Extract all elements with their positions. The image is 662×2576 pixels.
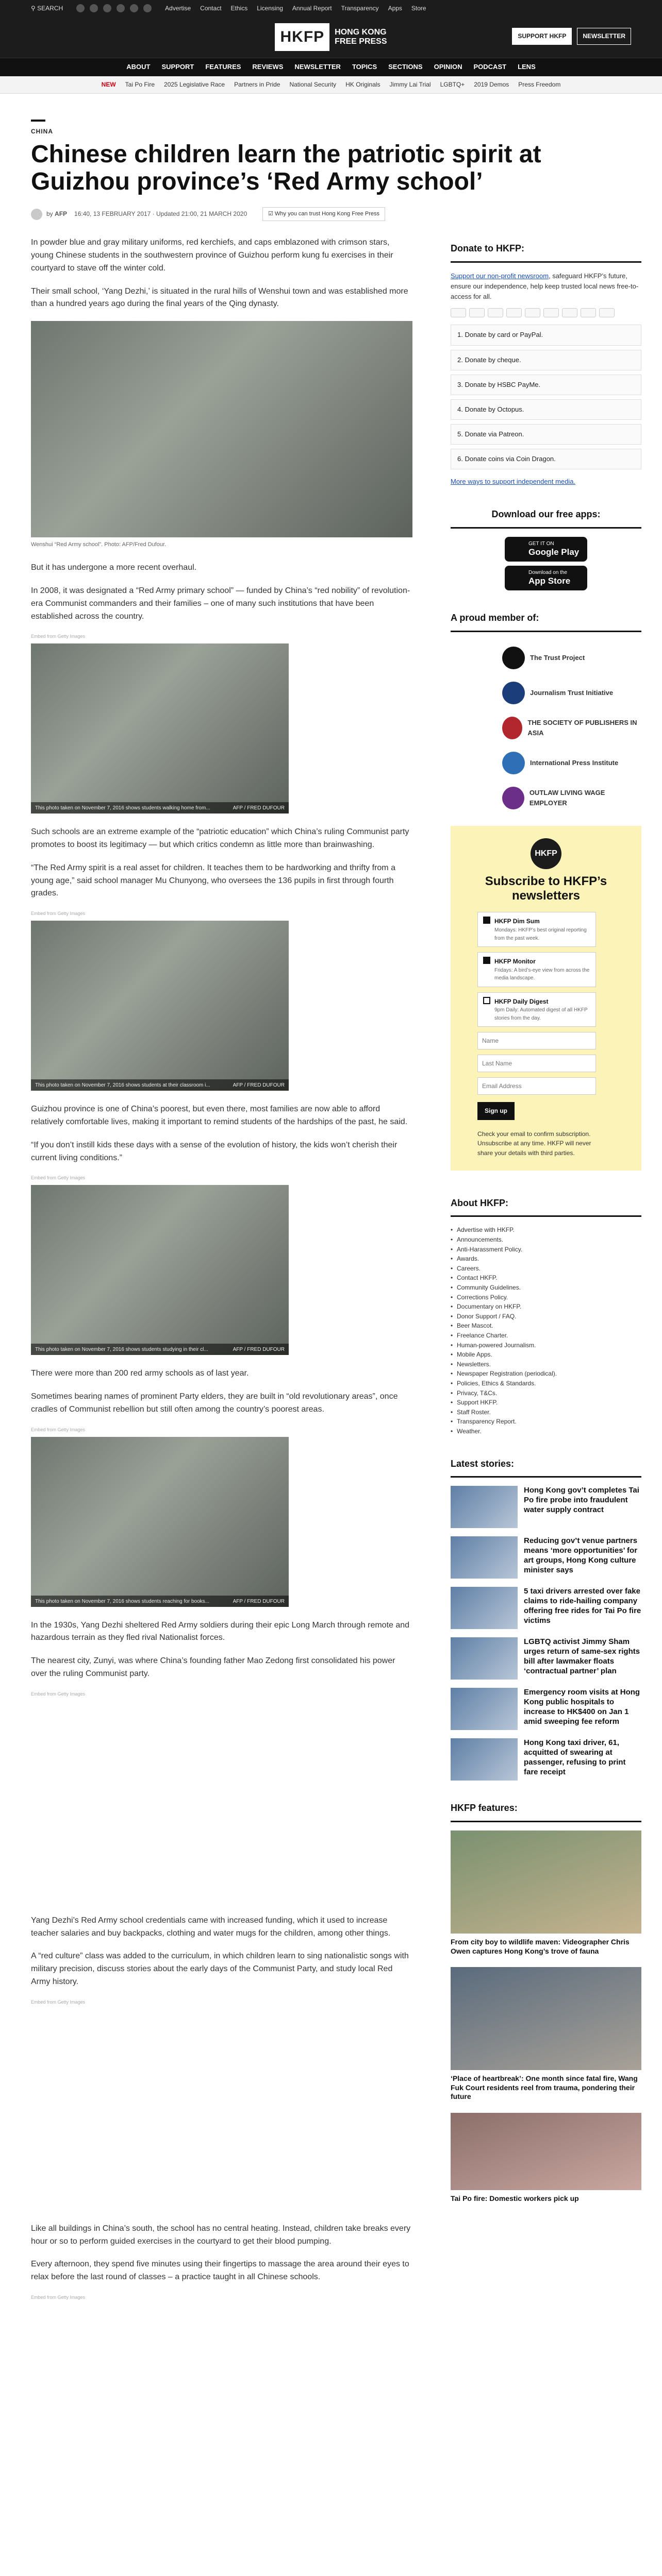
paragraph: “The Red Army spirit is a real asset for children. It teaches them to be hardworking and thrifty from a young age,” said school manager Mu Chunyong, who oversees the 136 pupils in first through fourth grades. — [31, 863, 395, 898]
linkedin-icon[interactable] — [130, 4, 138, 12]
apps-title: Download our free apps: — [451, 502, 641, 529]
twitter-icon[interactable] — [76, 4, 85, 12]
amex-icon — [488, 308, 503, 317]
getty-embed-photo[interactable] — [31, 1185, 289, 1355]
embed-caption: This photo taken on November 7, 2016 shows students at their classroom i... — [35, 1082, 210, 1089]
embed-credit-afp: AFP / FRED DUFOUR — [233, 1598, 285, 1604]
embed-caption-bar — [31, 1079, 289, 1091]
util-link-ethics[interactable]: Ethics — [230, 4, 248, 12]
paragraph: Every afternoon, they spend five minutes using their fingertips to massage the area around their eyes to relax before the last round of classes – a practice taught in all Chinese schools. — [31, 2260, 409, 2282]
gp-small: GET IT ON — [528, 541, 554, 547]
cheque-icon — [525, 308, 540, 317]
util-link-annual-report[interactable]: Annual Report — [292, 4, 332, 12]
story-thumbnail — [451, 1587, 518, 1629]
masthead-buttons — [512, 28, 631, 45]
last-name-input[interactable] — [477, 1055, 596, 1072]
getty-embed-photo[interactable] — [31, 643, 289, 814]
search-label: SEARCH — [37, 4, 63, 12]
paragraph: Yang Dezhi’s Red Army school credentials came with increased funding, which it used to increase teacher salaries and buy backpacks, clothing and water mugs for the children, among other things. — [31, 1916, 391, 1938]
about-link[interactable]: • Weather. — [451, 1427, 641, 1436]
subnav-item[interactable]: 2025 Legislative Race — [164, 81, 225, 89]
photo-caption: Wenshui “Red Army school”. Photo: AFP/Fred Dufour. — [31, 541, 167, 548]
checkbox-unchecked[interactable] — [483, 997, 490, 1004]
paragraph: Sometimes bearing names of prominent Party elders, they are built in “old revolutionary areas”, once cradles of Communist rebellion but still often among the country’s poorest areas. — [31, 1392, 398, 1414]
subnav-item[interactable]: Press Freedom — [518, 81, 561, 89]
octopus-icon — [562, 308, 577, 317]
about-link[interactable]: • Newspaper Registration (periodical). — [451, 1369, 641, 1379]
embed-caption: This photo taken on November 7, 2016 shows students studying in their cl... — [35, 1347, 208, 1353]
as-small: Download on the — [528, 570, 568, 576]
nav-about[interactable]: ABOUT — [126, 63, 151, 71]
about-link[interactable]: • Donor Support / FAQ. — [451, 1312, 641, 1321]
sidebar — [451, 236, 641, 2304]
nav-features[interactable]: FEATURES — [205, 63, 241, 71]
latest-story[interactable] — [451, 1637, 641, 1680]
embed-credit-afp: AFP / FRED DUFOUR — [233, 1082, 285, 1089]
story-thumbnail — [451, 1486, 518, 1528]
feature-image[interactable] — [451, 1831, 641, 1934]
subnav-item[interactable]: 2019 Demos — [474, 81, 509, 89]
about-link[interactable]: • Support HKFP. — [451, 1398, 641, 1408]
newsletter-option-monitor[interactable] — [477, 952, 596, 987]
subnav-item[interactable]: LGBTQ+ — [440, 81, 465, 89]
trust-link[interactable]: ☑ Why you can trust Hong Kong Free Press — [262, 207, 385, 221]
donate-option[interactable]: 6. Donate coins via Coin Dragon. — [451, 449, 641, 469]
about-link[interactable]: • Announcements. — [451, 1235, 641, 1245]
logo-line-1: HONG KONG — [335, 28, 387, 37]
about-link[interactable]: • Freelance Charter. — [451, 1331, 641, 1341]
signup-button[interactable]: Sign up — [477, 1102, 515, 1120]
email-input[interactable] — [477, 1077, 596, 1095]
embed-credit: Embed from Getty Images — [31, 1999, 86, 2005]
util-link-advertise[interactable]: Advertise — [165, 4, 191, 12]
paragraph: In the 1930s, Yang Dezhi sheltered Red Army soldiers during their epic Long March through remote and hazardous terrain as they fled rival Nationalist forces. — [31, 1620, 410, 1642]
about-link[interactable]: • Careers. — [451, 1264, 641, 1274]
ipi-icon — [502, 752, 525, 774]
article-title: Chinese children learn the patriotic spirit at Guizhou province’s ‘Red Army school’ — [31, 140, 541, 196]
donate-title: Donate to HKFP: — [451, 236, 641, 263]
story-title[interactable]: Emergency room visits at Hong Kong public hospitals to increase to HK$400 on Jan 1 amid sweeping fee reform — [524, 1688, 640, 1726]
paragraph: A “red culture” class was added to the curriculum, in which children learn to sing nationalistic songs with military precision, discuss stories about the early days of the Communist Party, and study local Red Army history. — [31, 1952, 409, 1986]
newsletter-desc: 9pm Daily: Automated digest of all HKFP stories from the day. — [494, 1007, 588, 1021]
subnav-item[interactable]: Jimmy Lai Trial — [389, 81, 431, 89]
subnav-item[interactable]: National Security — [289, 81, 337, 89]
youtube-icon[interactable] — [117, 4, 125, 12]
subnav-item[interactable]: HK Originals — [345, 81, 380, 89]
newsletter-signup-box — [451, 826, 641, 1170]
story-thumbnail — [451, 1536, 518, 1579]
member-title: A proud member of: — [451, 606, 641, 632]
google-play-badge[interactable] — [505, 537, 587, 562]
nav-support[interactable]: SUPPORT — [161, 63, 194, 71]
about-link[interactable]: • Contact HKFP. — [451, 1273, 641, 1283]
donate-widget — [451, 236, 641, 487]
payment-icons — [451, 308, 641, 317]
member-label: Journalism Trust Initiative — [530, 689, 614, 697]
main-nav — [0, 58, 662, 76]
story-title[interactable]: LGBTQ activist Jimmy Sham urges return of same-sex rights bill after lawmaker floats ‘contractual partner’ plan — [524, 1637, 640, 1675]
more-ways-link[interactable]: More ways to support independent media. — [451, 478, 576, 486]
latest-title: Latest stories: — [451, 1452, 641, 1478]
article-dates: 16:40, 13 FEBRUARY 2017 · Updated 21:00, 21 MARCH 2020 — [74, 210, 247, 218]
gp-label: Google Play — [528, 547, 580, 557]
about-link[interactable]: • Awards. — [451, 1254, 641, 1264]
patreon-icon — [581, 308, 596, 317]
nav-topics[interactable]: TOPICS — [352, 63, 377, 71]
subnav-item[interactable]: Tai Po Fire — [125, 81, 155, 89]
donate-intro — [451, 271, 641, 302]
trust-project-icon — [502, 647, 525, 669]
payme-icon — [543, 308, 559, 317]
name-input[interactable] — [477, 1032, 596, 1049]
story-title[interactable]: Reducing gov’t venue partners means ‘more opportunities’ for art groups, Hong Kong culture minister says — [524, 1536, 638, 1574]
embed-caption-bar — [31, 802, 289, 814]
as-label: App Store — [528, 576, 571, 586]
embed-credit: Embed from Getty Images — [31, 2294, 86, 2300]
newsletter-button[interactable]: NEWSLETTER — [577, 28, 631, 45]
about-link[interactable]: • Community Guidelines. — [451, 1283, 641, 1293]
getty-embed-photo[interactable] — [31, 921, 289, 1091]
instagram-icon[interactable] — [103, 4, 111, 12]
story-title[interactable]: Hong Kong gov’t completes Tai Po fire probe into fraudulent water supply contract — [524, 1486, 639, 1514]
util-link-licensing[interactable]: Licensing — [257, 4, 283, 12]
story-title[interactable]: Hong Kong taxi driver, 61, acquitted of swearing at passenger, refusing to print fare receipt — [524, 1738, 626, 1776]
newsletter-option-dim-sum[interactable] — [477, 912, 596, 947]
paragraph: Guizhou province is one of China’s poorest, but even there, most families are now able to afford relatively comfortable lives, making it important to remind students of the hardships of the past, he said. — [31, 1105, 408, 1127]
embed-caption-bar — [31, 1344, 289, 1355]
paragraph: Like all buildings in China’s south, the school has no central heating. Instead, children take breaks every hour or so to perform guided exercises in the courtyard to get their blood pumping. — [31, 2224, 411, 2246]
paragraph: But it has undergone a more recent overhaul. — [31, 563, 197, 572]
embed-credit: Embed from Getty Images — [31, 1691, 86, 1697]
paragraph: Such schools are an extreme example of the “patriotic education” which China’s ruling Communist party promotes to boost its legitimacy — but which critics condemn as little more than brainwashing. — [31, 827, 409, 850]
embed-credit: Embed from Getty Images — [31, 911, 86, 917]
nav-newsletter[interactable]: NEWSLETTER — [294, 63, 341, 71]
about-link[interactable]: • Beer Mascot. — [451, 1321, 641, 1331]
donate-option[interactable]: 4. Donate by Octopus. — [451, 399, 641, 420]
donate-option[interactable]: 1. Donate by card or PayPal. — [451, 325, 641, 345]
story-title[interactable]: 5 taxi drivers arrested over fake claims to ride-hailing company offering free rides for Tai Po fire victims — [524, 1587, 641, 1625]
embed-credit-afp: AFP / FRED DUFOUR — [233, 1347, 285, 1353]
new-badge: NEW — [101, 81, 116, 89]
main-photo — [31, 321, 412, 537]
author-link[interactable]: AFP — [55, 210, 68, 218]
social-icons — [76, 4, 152, 12]
paragraph: In powder blue and gray military uniforms, red kerchiefs, and caps emblazoned with crimson stars, young Chinese students in the southwestern province of Guizhou perform kung fu exercises in their courtyard to stave off the winter cold. — [31, 238, 393, 273]
sopa-icon — [502, 717, 522, 739]
telegram-icon[interactable] — [143, 4, 152, 12]
hkfp-round-logo: HKFP — [531, 838, 561, 869]
embed-caption: This photo taken on November 7, 2016 shows students reaching for books... — [35, 1598, 209, 1604]
author-avatar — [31, 209, 42, 220]
util-link-contact[interactable]: Contact — [200, 4, 222, 12]
kicker-bar — [31, 120, 45, 122]
byline — [31, 207, 631, 221]
paragraph: In 2008, it was designated a “Red Army primary school” — funded by China’s “red nobility” of revolution-era Communist commanders and their families – one of many such institutions that have been established across the country. — [31, 586, 410, 621]
latest-story[interactable] — [451, 1536, 641, 1579]
checkbox-checked[interactable] — [483, 917, 490, 924]
category-kicker[interactable]: CHINA — [31, 128, 53, 135]
about-link[interactable]: • Staff Roster. — [451, 1408, 641, 1417]
about-link[interactable]: • Corrections Policy. — [451, 1293, 641, 1302]
newsletter-desc: Mondays: HKFP’s best original reporting from the past week. — [494, 927, 587, 941]
donate-option[interactable]: 2. Donate by cheque. — [451, 350, 641, 370]
about-link[interactable]: • Documentary on HKFP. — [451, 1302, 641, 1312]
donate-text: , safeguard HKFP’s future, ensure our independence, help keep trusted local news free-to-access for all. — [451, 272, 639, 301]
getty-embed-photo[interactable] — [31, 1437, 289, 1607]
living-wage-icon — [502, 787, 524, 809]
member-label: OUTLAW LIVING WAGE EMPLOYER — [529, 789, 605, 807]
member-logo-jti[interactable] — [451, 675, 641, 710]
checkbox-checked[interactable] — [483, 957, 490, 964]
paragraph: There were more than 200 red army schools as of last year. — [31, 1369, 249, 1378]
nav-opinion[interactable]: OPINION — [434, 63, 462, 71]
newsletter-name: HKFP Monitor — [494, 958, 536, 965]
utility-bar — [0, 0, 662, 16]
article-body — [31, 236, 412, 2304]
facebook-icon[interactable] — [90, 4, 98, 12]
logo-text — [335, 28, 387, 46]
mastercard-icon — [451, 308, 466, 317]
subnav-item[interactable]: Partners in Pride — [234, 81, 280, 89]
story-thumbnail — [451, 1738, 518, 1781]
newsletter-name: HKFP Dim Sum — [494, 918, 540, 925]
coin-icon — [599, 308, 615, 317]
embed-credit: Embed from Getty Images — [31, 634, 86, 639]
feature-title[interactable]: From city boy to wildlife maven: Videographer Chris Owen captures Hong Kong’s trove of fauna — [451, 1938, 630, 1955]
about-list — [451, 1225, 641, 1436]
newsletter-fine-print: Check your email to confirm subscription. Unsubscribe at any time. HKFP will never share your details with third parties. — [477, 1130, 591, 1157]
util-link-transparency[interactable]: Transparency — [341, 4, 379, 12]
member-logo-trust-project[interactable] — [451, 640, 641, 675]
about-link[interactable]: • Human-powered Journalism. — [451, 1341, 641, 1350]
hkfp-logo[interactable]: HKFP — [275, 23, 329, 52]
about-link[interactable]: • Policies, Ethics & Standards. — [451, 1379, 641, 1388]
about-link[interactable]: • Anti-Harassment Policy. — [451, 1245, 641, 1255]
about-link[interactable]: • Newsletters. — [451, 1360, 641, 1369]
donate-option[interactable]: 5. Donate via Patreon. — [451, 424, 641, 445]
paypal-icon — [506, 308, 522, 317]
nav-podcast[interactable]: PODCAST — [473, 63, 507, 71]
support-hkfp-button[interactable]: SUPPORT HKFP — [512, 28, 572, 45]
article-header — [0, 94, 662, 221]
paragraph: The nearest city, Zunyi, was where China’s founding father Mao Zedong first consolidated his power over the ruling Communist party. — [31, 1656, 395, 1679]
util-link-apps[interactable]: Apps — [388, 4, 402, 12]
newsletter-name: HKFP Daily Digest — [494, 997, 549, 1005]
member-label: International Press Institute — [530, 759, 619, 767]
about-link[interactable]: • Mobile Apps. — [451, 1350, 641, 1360]
paragraph: Their small school, ‘Yang Dezhi,’ is situated in the rural hills of Wenshui town and was established more than a hundred years ago during the final years of the Qing dynasty. — [31, 286, 408, 309]
search-link[interactable]: ⚲ SEARCH — [31, 4, 63, 12]
member-logo-sopa[interactable] — [451, 710, 641, 745]
story-thumbnail — [451, 1637, 518, 1680]
paragraph: “If you don’t instill kids these days with a sense of the evolution of history, the kids won’t cherish their current living conditions.” — [31, 1140, 398, 1162]
latest-story[interactable] — [451, 1486, 641, 1528]
donate-option[interactable]: 3. Donate by HSBC PayMe. — [451, 375, 641, 395]
visa-icon — [469, 308, 485, 317]
donate-link[interactable]: Support our non-profit newsroom — [451, 272, 549, 280]
newsletter-desc: Fridays: A bird’s-eye view from across the media landscape. — [494, 967, 590, 981]
nav-sections[interactable]: SECTIONS — [388, 63, 423, 71]
member-label: THE SOCIETY OF PUBLISHERS IN ASIA — [527, 719, 637, 737]
nav-reviews[interactable]: REVIEWS — [252, 63, 284, 71]
newsletter-title: Subscribe to HKFP’s newsletters — [485, 874, 607, 903]
feature-image[interactable] — [451, 1967, 641, 2070]
member-logo-living-wage[interactable] — [451, 781, 641, 816]
nav-lens[interactable]: LENS — [518, 63, 536, 71]
embed-credit: Embed from Getty Images — [31, 1175, 86, 1181]
about-link[interactable]: • Advertise with HKFP. — [451, 1225, 641, 1235]
story-thumbnail — [451, 1688, 518, 1730]
feature-title[interactable]: ‘Place of heartbreak’: One month since fatal fire, Wang Fuk Court residents reel from trauma, pondering their future — [451, 2074, 638, 2101]
member-label: The Trust Project — [530, 654, 585, 662]
embed-credit-afp: AFP / FRED DUFOUR — [233, 805, 285, 811]
jti-icon — [502, 682, 525, 704]
latest-story[interactable] — [451, 1688, 641, 1730]
sub-nav — [0, 76, 662, 94]
about-link[interactable]: • Transparency Report. — [451, 1417, 641, 1427]
by-label: by — [46, 210, 53, 218]
embed-caption: This photo taken on November 7, 2016 shows students walking home from... — [35, 805, 210, 811]
embed-caption-bar — [31, 1596, 289, 1607]
about-title: About HKFP: — [451, 1191, 641, 1217]
trust-label: Why you can trust Hong Kong Free Press — [275, 211, 380, 217]
app-store-badge[interactable] — [505, 566, 587, 590]
latest-story[interactable] — [451, 1587, 641, 1629]
member-logo-ipi[interactable] — [451, 745, 641, 781]
newsletter-option-daily-digest[interactable] — [477, 992, 596, 1027]
util-link-store[interactable]: Store — [411, 4, 426, 12]
about-link[interactable]: • Privacy, T&Cs. — [451, 1388, 641, 1398]
embed-credit: Embed from Getty Images — [31, 1427, 86, 1432]
feature-image[interactable] — [451, 2113, 641, 2190]
feature-title[interactable]: Tai Po fire: Domestic workers pick up — [451, 2194, 579, 2202]
masthead — [0, 16, 662, 58]
logo-line-2: FREE PRESS — [335, 37, 387, 46]
latest-story[interactable] — [451, 1738, 641, 1781]
features-title: HKFP features: — [451, 1796, 641, 1822]
content-wrap — [0, 236, 662, 2304]
